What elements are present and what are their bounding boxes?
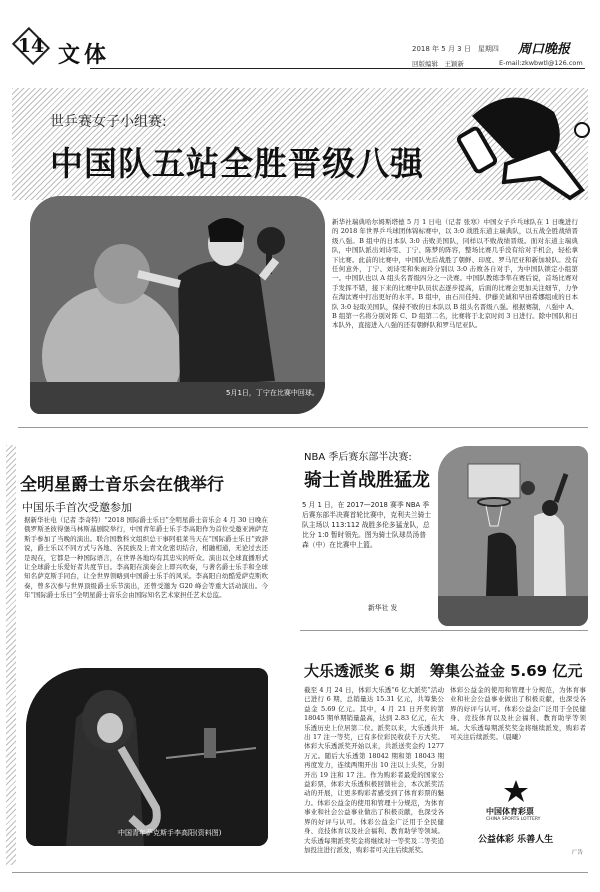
email-line: E-mail:zkwbwtl@126.com (499, 59, 583, 67)
jazz-body-text: 据新华社电（记者 李奇特）“2018 国际爵士乐日”全明星爵士音乐会 4 月 30 日晚在俄罗斯圣彼得堡马林斯基剧院举行，中国青年爵士乐手李高阳作为首位受邀亚洲萨克斯手参加了当晚的演出。联合国教科文组织总干事阿祖莱当天在“国际爵士乐日”致辞说，爵士乐以不同方式与各地、各民族及上青文化密切结合，相融相通，无论过去还是现在，它都是一种国际语言，在世界各地均有其忠实的听众。演出以全球直播形式让全球爵士乐爱好者共度节日。李高阳在演奏会上即兴吹奏，与著名爵士乐手和全球知名萨克斯手同台，让全世界领略到中国爵士乐手的风采。李高阳自幼酷爱萨克斯吹奏，曾多次参与世界顶级爵士乐节演出，还曾受邀为 G20 峰会等重大活动演出。今年“国际爵士乐日”全明星爵士音乐会由国际知名艺术家担任艺术总监。 (24, 516, 268, 600)
tt-kicker: 世乒赛女子小组赛: (50, 114, 167, 130)
nba-caption-text: 5 月 1 日，在 2017—2018 赛季 NBA 季后赛东部半决赛首轮比赛中，克利夫兰骑士队主场以 113:112 战胜多伦多猛龙队，总比分 1:0 暂时领先。图为骑士队球员汤普森（中）在比赛中上篮。 (302, 501, 432, 549)
nba-credit: 新华社 发 (368, 604, 398, 612)
jazz-photo-caption: 中国青年萨克斯手李高阳(资料图) (118, 829, 222, 837)
nba-caption-box (302, 500, 432, 625)
tt-bottom-rule (18, 427, 588, 428)
tt-photo-caption: 5月1日，丁宁在比赛中回球。 (226, 389, 319, 397)
nba-kicker: NBA 季后赛东部半决赛: (304, 452, 412, 463)
lottery-headline: 大乐透派奖 6 期 筹集公益金 5.69 亿元 (304, 662, 583, 680)
jazz-headline: 全明星爵士音乐会在俄举行 (20, 475, 224, 495)
paper-name: 周口晚报 (518, 42, 571, 57)
lottery-body-col2: 体彩公益金的使用和管理十分规范，为体育事业和社会公益事业做出了积极贡献，也深受各界的好评与认可。体彩公益金广泛用于全民健身、竞技体育以及社会福利、教育助学等领域。大乐透每期派奖奖金将继续派发，购彩者可关注后续派奖。（晨曦） (450, 686, 586, 742)
issue-date: 2018 年 5 月 3 日 星期四 (412, 45, 499, 53)
header-rule (90, 68, 585, 69)
tt-body-text: 新华社瑞典哈尔姆斯塔德 5 月 1 日电（记者 张寒）中国女子乒乓球队在 1 日晚进行的 2018 年世界乒乓球团体锦标赛中，以 3:0 战胜东道主瑞典队，以五战全胜战绩晋级八强。B 组中的日本队 3:0 击败美国队，同样以不败战绩晋级。面对东道主瑞典队，中国队派出刘诗雯、丁宁、陈梦的阵容，整场比赛几乎没有给对手机会，轻松拿下比赛。此前的比赛中，中国队先后战胜了朝鲜、印度、罗马尼亚和新加坡队。没有任何意外，丁宁、刘诗雯和朱雨玲分别以 3:0 击败各自对手，为中国队锁定小组第一。中国队也以 A 组头名晋级四分之一决赛。中国队教练李隼在赛后说，首场比赛对手发挥不错，接下来的比赛中队员状态逐步提高，后面的比赛会更加关注细节，力争在淘汰赛中打出更好的水平。B 组中，由石川佳纯、伊藤美诚和早田希娜组成的日本队 3:0 轻取美国队，保持不败的日本队以 B 组头名晋级八强。根据赛制，八强中 A、B 组第一名将分别对阵 C、D 组第二名，比赛将于北京时间 3 日进行。除中国队和日本队外，直接进入八强的还有朝鲜队和罗马尼亚队。 (332, 218, 578, 330)
lottery-body-col1: 截至 4 月 24 日，体彩大乐透“6 亿大派奖”活动已进行 6 期，总销量达 15.31 亿元，共筹集公益金 5.69 亿元。其中，4 月 21 日开奖的第 18045 期单期销量最高，达到 2.83 亿元，在大乐透历史上位居第二位。派奖以来，大乐透共开出 17 注一等奖，已有多位彩民收获千万大奖。体彩大乐透派奖开始以来，共派送奖金约 1277 万元。随后大乐透第 18042 期和第 18043 期再度发力，连续两期开出 10 注以上头奖，分别开出 19 注和 17 注。作为购彩者最爱的国家公益彩票，体彩大乐透积极回馈社会，本次派奖活动的开展，让更多购彩者感受到了体育彩票的魅力。体彩公益金的使用和管理十分规范，为体育事业和社会公益事业做出了积极贡献，也深受各界的好评与认可。体彩公益金广泛用于全民健身、竞技体育以及社会福利、教育助学等领域。大乐透每期派奖奖金将继续对一等奖及二等奖追加投注进行派发，购彩者可关注后续派奖。 (304, 686, 444, 854)
editor-line: 回版编辑 王颖新 (412, 60, 464, 68)
page-bottom-rule (12, 872, 588, 873)
nba-photo (438, 446, 588, 626)
page-header (0, 0, 600, 70)
page-number: 14 (17, 35, 45, 57)
tt-main-photo (30, 196, 325, 414)
nba-headline: 骑士首战胜猛龙 (304, 470, 430, 491)
nba-bottom-rule (300, 630, 588, 631)
ping-pong-paddle-icon (442, 86, 592, 206)
lottery-star-logo-icon (500, 778, 532, 804)
jazz-left-border (6, 445, 16, 865)
jazz-photo (26, 668, 268, 846)
jazz-subhead: 中国乐手首次受邀参加 (22, 501, 132, 514)
lottery-slogan: 公益体彩 乐善人生 (478, 835, 554, 845)
lottery-brand-en: CHINA SPORTS LOTTERY (486, 817, 541, 822)
lottery-ad-mark: 广告 (572, 850, 584, 856)
lottery-brand: 中国体育彩票 (486, 807, 534, 816)
tt-headline: 中国队五站全胜晋级八强 (50, 144, 424, 183)
section-title: 文体 (58, 42, 111, 68)
